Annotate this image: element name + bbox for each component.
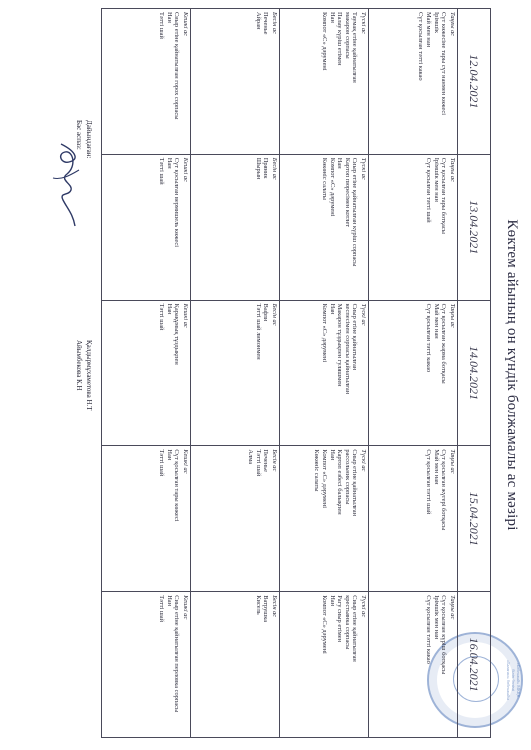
date-cell: 16.04.2021 <box>457 592 490 738</box>
lunch-heading: Түскі ас <box>359 449 367 472</box>
dish-item: Сиыр етіне қайнатылған <box>351 449 359 517</box>
dinner-heading: Кешкі ас <box>181 449 189 474</box>
morning-cell <box>368 300 457 446</box>
dish-item: Тәтті шай <box>158 449 166 477</box>
afternoon-heading: Бесін ас <box>270 157 278 180</box>
compiled-by-label: Дайындаған: <box>85 120 93 159</box>
dish-item: Ватрушка <box>262 595 270 623</box>
dish-item: Сүт қосылған тары көжесі <box>173 449 181 522</box>
dish-item: Сүт қосылған тәтті шай <box>425 449 433 515</box>
dish-item: Печенье <box>262 12 270 35</box>
afternoon-cell <box>190 446 279 592</box>
dish-item: крестьянка сорпасы <box>343 595 351 650</box>
afternoon-heading: Бесін ас <box>270 449 278 472</box>
dish-item: Компот «С» дәрумені <box>321 449 329 509</box>
dish-item: Сүт қосылған күріш ботқасы <box>440 595 448 675</box>
lunch-cell <box>279 9 368 155</box>
lunch-heading: Түскі ас <box>359 303 367 326</box>
dish-item: Вафли <box>262 303 270 322</box>
morning-cell <box>368 446 457 592</box>
dish-item: Компот «С» дәрумені <box>321 303 329 363</box>
dish-item: Сиыр етіне қайнатылған перловка сорпасы <box>173 595 181 713</box>
dish-item: Кисель <box>254 595 262 615</box>
dish-item: Тәтті шай <box>158 12 166 39</box>
dish-item: Компот «С» дәрумені <box>321 595 329 654</box>
dinner-cell <box>102 446 191 592</box>
dish-item: Сиыр етіне қайнатылған <box>351 303 359 371</box>
dish-item: Сүт қосылған тәтті какао <box>417 12 425 81</box>
dish-item: Нан <box>165 303 173 315</box>
dish-item: Ірімшік мен нан <box>432 157 440 202</box>
dish-item: Нан <box>165 12 173 23</box>
dinner-heading: Кешкі ас <box>181 595 189 620</box>
dish-item: Пряник <box>262 157 270 179</box>
afternoon-cell <box>190 300 279 446</box>
head-cook-name: Айымбекова К.Н <box>75 340 83 391</box>
dinner-heading: Кешкі ас <box>181 303 189 328</box>
dish-item: кеспесімен сорпасы қайнатылған <box>343 303 351 395</box>
dish-item: Сүт қосылған тәтті шай <box>425 157 433 223</box>
lunch-row <box>279 9 368 738</box>
dish-item: Сиыр етіне қайнатылған горох сорпасы <box>173 12 181 120</box>
dish-item: рассольник сорпасы <box>343 449 351 505</box>
dish-item: Ірімшік мен нан <box>432 595 440 640</box>
morning-heading: Таңғы ас <box>448 595 456 620</box>
dish-item: Көкөніс салаты <box>321 157 329 200</box>
dish-item: Ірімшік <box>432 12 440 33</box>
lunch-heading: Түскі ас <box>359 12 367 34</box>
lunch-cell <box>279 592 368 738</box>
morning-cell <box>368 592 457 738</box>
dish-item: Сүт қосылған тәтті какао <box>425 303 433 373</box>
dish-item: Сиыр етіне қайнатылған <box>351 595 359 662</box>
dinner-heading: Кешкі ас <box>181 157 189 182</box>
dish-item: Сүт қосылған тары ботқасы <box>440 157 448 234</box>
afternoon-cell <box>190 154 279 300</box>
dish-item: Көкөніс салаты <box>313 449 321 492</box>
dish-item: Печенье <box>262 449 270 472</box>
dish-item: Қарақұмық тұздықпен <box>173 303 181 365</box>
morning-row <box>368 9 457 738</box>
dish-item: Тәтті шай <box>158 303 166 331</box>
dish-item: Таумақ етіне қайнатылған <box>351 12 359 83</box>
dish-item: Сүт көжесіне тары сүт нанмен көжесі <box>440 12 448 115</box>
dinner-heading: Кешкі ас <box>181 12 189 37</box>
afternoon-heading: Бесін ас <box>270 12 278 34</box>
dish-item: Май мен нан <box>432 449 440 485</box>
afternoon-cell <box>190 592 279 738</box>
dish-item: Картоп пюресімен котлет <box>343 157 351 228</box>
dish-item: Компот «С» дәрумені <box>328 157 336 217</box>
dish-item: Сүт қосылған вермишель көжесі <box>173 157 181 247</box>
dish-item: Макарон тұздықпен гуляшмен <box>336 303 344 387</box>
morning-cell <box>368 9 457 155</box>
dinner-cell <box>102 592 191 738</box>
morning-heading: Таңғы ас <box>448 303 456 328</box>
dish-item: Нан <box>165 449 173 461</box>
date-cell: 15.04.2021 <box>457 446 490 592</box>
date-row <box>457 9 490 738</box>
dish-item: Нан <box>328 595 336 607</box>
dinner-cell <box>102 9 191 155</box>
dish-item: Сүт қосылған жарма ботқасы <box>440 303 448 384</box>
lunch-cell <box>279 154 368 300</box>
dish-item: Нан <box>336 157 344 169</box>
lunch-heading: Түскі ас <box>359 595 367 618</box>
dish-item: Алма <box>247 449 255 465</box>
dish-item: Палау күріш етімен <box>336 12 344 66</box>
compiled-by-name: Қалдырмұхаметова Н.Т <box>85 340 93 411</box>
morning-cell <box>368 154 457 300</box>
stamp-text: «Бөбекжай» МКҚК білім бөлімі «Балапан» бөбекжайы <box>505 660 521 700</box>
afternoon-heading: Бесін ас <box>270 303 278 326</box>
afternoon-heading: Бесін ас <box>270 595 278 618</box>
lunch-cell <box>279 300 368 446</box>
date-cell: 14.04.2021 <box>457 300 490 446</box>
lunch-heading: Түскі ас <box>359 157 367 180</box>
dish-item: Нан <box>165 595 173 607</box>
dish-item: Май мен нан <box>425 12 433 48</box>
date-cell: 13.04.2021 <box>457 154 490 300</box>
afternoon-cell <box>190 9 279 155</box>
dish-item: Нан <box>328 303 336 315</box>
page-title: Көктем айының он күндік болжамалы ас мәзірі <box>504 219 520 531</box>
lunch-cell <box>279 446 368 592</box>
dish-item: Нан <box>328 449 336 461</box>
dinner-cell <box>102 300 191 446</box>
dish-item: Май мен нан <box>432 303 440 339</box>
dish-item: Айран <box>254 12 262 30</box>
dish-item: Сиыр етіне қайнатылған күріш сорпасы <box>351 157 359 267</box>
head-cook-label: Бас аспаз: <box>75 120 83 150</box>
afternoon-row <box>190 9 279 738</box>
dish-item: макарон сорпасы <box>343 12 351 59</box>
dish-item: Тәтті шай лимонмен <box>254 303 262 360</box>
dish-item: Компот «С» дәрумені <box>321 12 329 71</box>
dish-item: Рагу сиыр етімен <box>336 595 344 643</box>
dish-item: Нан <box>328 12 336 23</box>
dish-item: Картоп езбесі балықпен <box>336 449 344 515</box>
handwritten-signature <box>51 140 83 230</box>
dinner-row <box>102 9 191 738</box>
dish-item: Тәтті шай <box>158 595 166 623</box>
morning-heading: Таңғы ас <box>448 449 456 474</box>
morning-heading: Таңғы ас <box>448 12 456 37</box>
dish-item: Тәтті шай <box>158 157 166 185</box>
dish-item: Сүт қосылған тәтті какао <box>425 595 433 664</box>
dinner-cell <box>102 154 191 300</box>
dish-item: Шырын <box>254 157 262 180</box>
dish-item: Сүт қосылған жүгері ботқасы <box>440 449 448 531</box>
morning-heading: Таңғы ас <box>448 157 456 182</box>
date-cell: 12.04.2021 <box>457 9 490 155</box>
dish-item: Нан <box>165 157 173 169</box>
dish-item: Тәтті шай <box>254 449 262 477</box>
menu-table <box>101 8 491 738</box>
